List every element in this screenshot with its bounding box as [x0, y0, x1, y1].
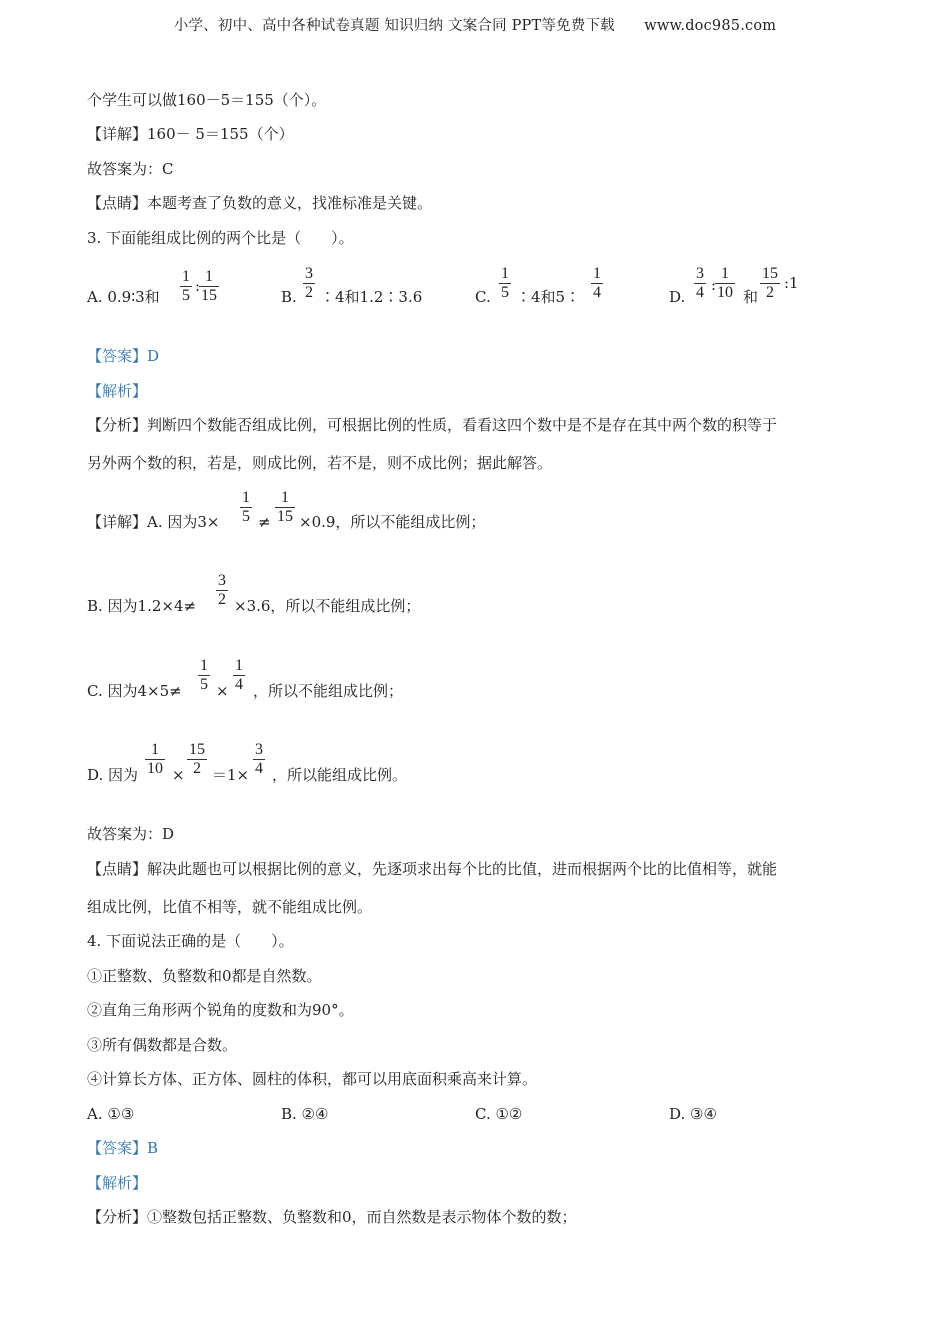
- analysis-4-heading: 【解析】: [87, 1174, 148, 1192]
- text-line: 个学生可以做160－5＝155（个）。: [87, 91, 327, 109]
- text-line: 【分析】判断四个数能否组成比例，可根据比例的性质，看看这四个数中是不是存在其中两个数的积等于: [87, 416, 778, 434]
- statement: ①正整数、负整数和0都是自然数。: [87, 967, 322, 985]
- text-line: 【点睛】本题考查了负数的意义，找准标准是关键。: [87, 194, 433, 212]
- statement: ④计算长方体、正方体、圆柱的体积，都可以用底面积乘高来计算。: [87, 1070, 538, 1088]
- answer-4: 【答案】B: [87, 1139, 159, 1157]
- text-line: 【点睛】解决此题也可以根据比例的意义，先逐项求出每个比的比值，进而根据两个比的比值相等，就能: [87, 860, 778, 878]
- statement: ②直角三角形两个锐角的度数和为90°。: [87, 1001, 354, 1019]
- analysis-3-heading: 【解析】: [87, 382, 148, 400]
- text-line: 故答案为：D: [87, 825, 175, 843]
- page-header: 小学、初中、高中各种试卷真题 知识归纳 文案合同 PPT等免费下载 www.doc985.com: [173, 18, 777, 34]
- question-3: 3. 下面能组成比例的两个比是（ ）。: [87, 229, 354, 247]
- text-line: 【详解】160－ 5＝155（个）: [87, 125, 294, 143]
- statement: ③所有偶数都是合数。: [87, 1036, 238, 1054]
- text-line: 另外两个数的积，若是，则成比例，若不是，则不成比例；据此解答。: [87, 454, 553, 472]
- text-line: 故答案为：C: [87, 160, 174, 178]
- q4-option-d: D. ③④: [669, 1105, 717, 1123]
- answer-3: 【答案】D: [87, 347, 160, 365]
- text-line: 组成比例，比值不相等，就不能组成比例。: [87, 898, 373, 916]
- q4-option-b: B. ②④: [281, 1105, 329, 1123]
- question-4: 4. 下面说法正确的是（ ）。: [87, 932, 294, 950]
- q4-option-c: C. ①②: [475, 1105, 523, 1123]
- q4-option-a: A. ①③: [87, 1105, 135, 1123]
- text-line: 【分析】①整数包括正整数、负整数和0，而自然数是表示物体个数的数；: [87, 1208, 577, 1226]
